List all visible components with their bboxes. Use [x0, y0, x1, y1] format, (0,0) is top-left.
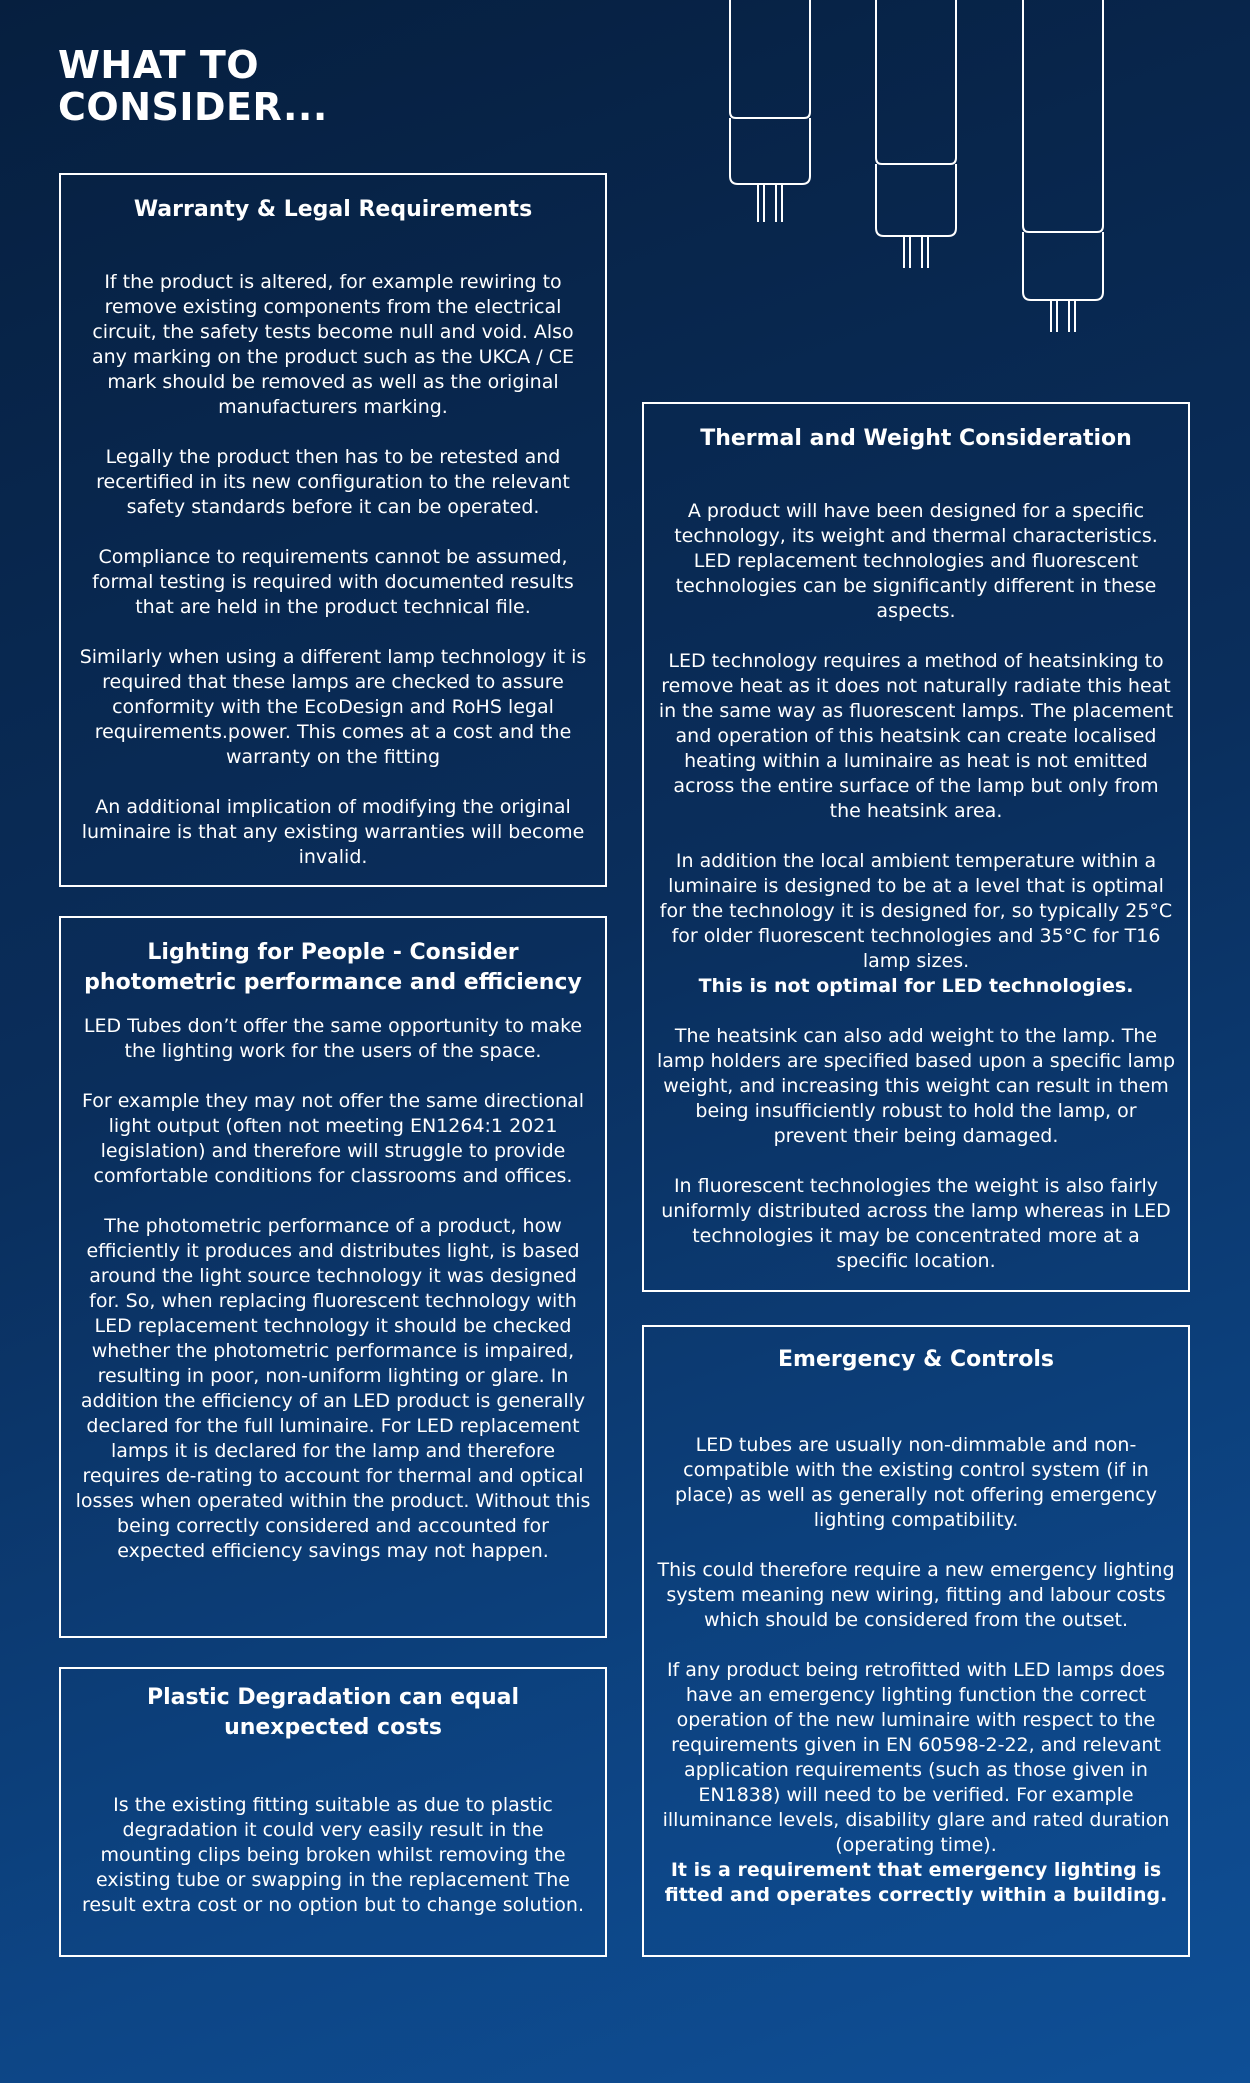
people-paragraph-3: The photometric performance of a product, how efficiently it produces and distributes light, is based around the light source technology it was designed for. So, when replacing fluorescent technology with LED replacement technology it should be checked whether the photometric performance is impaired, resulting in poor, non-uniform lighting or glare. In addition the efficiency of an LED product is generally declared for the full luminaire. For LED replacement lamps it is declared for the lamp and therefore requires de-rating to account for thermal and optical losses when operated within the product. Without this being correctly considered and accounted for expected efficiency savings may not happen.: [75, 1215, 591, 1562]
page-headline: [58, 44, 328, 128]
thermal-paragraph-3-text: In addition the local ambient temperature within a luminaire is designed to be at a level that is optimal for the technology it is designed for, so typically 25°C for older fluorescent technologies and 35°C for T16 lamp sizes.: [659, 850, 1173, 972]
plastic-paragraph-1: Is the existing fitting suitable as due to plastic degradation it could very easily result in the mounting clips being broken whilst removing the existing tube or swapping in the replacement The result extra cost or no option but to change solution.: [81, 1794, 585, 1916]
thermal-title: Thermal and Weight Consideration: [700, 426, 1132, 451]
people-paragraph-1: LED Tubes don’t offer the same opportunity to make the lighting work for the users of the space.: [83, 1015, 583, 1062]
thermal-weight-section: [642, 402, 1190, 1292]
warranty-paragraph-2: Legally the product then has to be retested and recertified in its new configuration to the relevant safety standards before it can be operated.: [96, 446, 570, 518]
thermal-paragraph-2: LED technology requires a method of heatsinking to remove heat as it does not naturally radiate this heat in the same way as fluorescent lamps. The placement and operation of this heatsink can create localised heating within a luminaire as heat is not emitted across the entire surface of the lamp but only from the heatsink area.: [658, 650, 1174, 822]
lighting-for-people-section: [59, 916, 607, 1638]
emergency-paragraph-3: [656, 1658, 1176, 1908]
warranty-paragraph-3: Compliance to requirements cannot be assumed, formal testing is required with documented results that are held in the product technical file.: [92, 546, 574, 618]
thermal-paragraph-5: In fluorescent technologies the weight is also fairly uniformly distributed across the lamp whereas in LED technologies it may be concentrated more at a specific location.: [661, 1175, 1171, 1272]
plastic-title: Plastic Degradation can equal unexpected costs: [146, 1685, 519, 1740]
warranty-paragraph-1: If the product is altered, for example rewiring to remove existing components from the electrical circuit, the safety tests become null and void. Also any marking on the product such as the UKCA / CE mark should be removed as well as the original manufacturers marking.: [91, 271, 574, 418]
tube-1-icon: [730, 0, 810, 222]
thermal-paragraph-4: The heatsink can also add weight to the lamp. The lamp holders are specified based upon a specific lamp weight, and increasing this weight can result in them being insufficiently robust to hold the lamp, or prevent their being damaged.: [656, 1025, 1176, 1147]
emergency-paragraph-3-text: If any product being retrofitted with LED lamps does have an emergency lighting function the correct operation of the new luminaire with respect to the requirements given in EN 60598-2-22, and relevant application requirements (such as those given in EN1838) will need to be verified. For example illuminance levels, disability glare and rated duration (operating time).: [662, 1659, 1170, 1856]
tube-3-icon: [1023, 0, 1103, 332]
thermal-paragraph-3-bold: This is not optimal for LED technologies.: [698, 975, 1134, 997]
emergency-title: Emergency & Controls: [778, 1347, 1054, 1372]
emergency-paragraph-3-bold: It is a requirement that emergency lighting is fitted and operates correctly within a building.: [664, 1859, 1168, 1906]
headline-line-2: CONSIDER...: [58, 85, 328, 129]
headline-line-1: WHAT TO: [58, 43, 260, 87]
thermal-paragraph-3: [656, 849, 1176, 999]
people-title: Lighting for People - Consider photometric performance and efficiency: [84, 940, 582, 995]
fluorescent-tubes-icon: [700, 0, 1120, 340]
warranty-paragraph-5: An additional implication of modifying the original luminaire is that any existing warranties will become invalid.: [81, 796, 585, 868]
emergency-paragraph-2: This could therefore require a new emergency lighting system meaning new wiring, fitting and labour costs which should be considered from the outset.: [657, 1559, 1175, 1631]
tube-2-icon: [876, 0, 956, 268]
thermal-paragraph-1: A product will have been designed for a specific technology, its weight and thermal characteristics. LED replacement technologies and fluorescent technologies can be significantly different in these aspects.: [674, 500, 1158, 622]
warranty-title: Warranty & Legal Requirements: [133, 197, 533, 222]
emergency-paragraph-1: LED tubes are usually non-dimmable and non-compatible with the existing control system (if in place) as well as generally not offering emergency lighting compatibility.: [675, 1434, 1157, 1531]
warranty-paragraph-4: Similarly when using a different lamp technology it is required that these lamps are checked to assure conformity with the EcoDesign and RoHS legal requirements.power. This comes at a cost and the warranty on the fitting: [79, 646, 587, 768]
warranty-legal-section: [59, 173, 607, 887]
emergency-controls-section: [642, 1325, 1190, 1957]
plastic-degradation-section: [59, 1667, 607, 1957]
people-paragraph-2: For example they may not offer the same directional light output (often not meeting EN1264:1 2021 legislation) and therefore will struggle to provide comfortable conditions for classrooms and offices.: [81, 1090, 585, 1187]
